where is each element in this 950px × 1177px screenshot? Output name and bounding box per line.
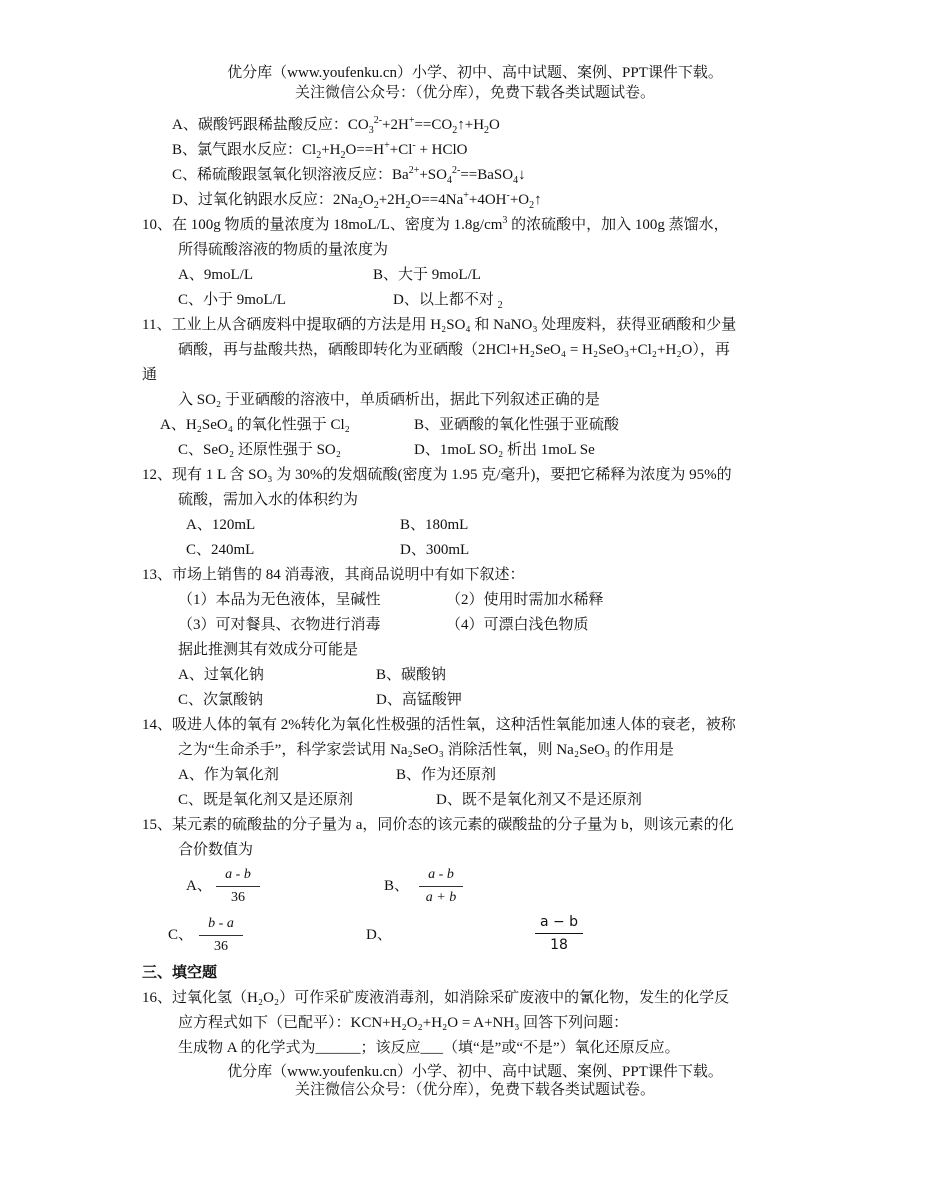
q13-statement-1: （1）本品为无色液体，呈碱性 xyxy=(178,592,381,608)
q13-option-a: A、过氧化钠 xyxy=(178,667,264,683)
q14-stem-line-2: 之为“生命杀手”，科学家尝试用 Na₂SeO₃ 消除活性氧，则 Na₂SeO₃ 的作用是 xyxy=(178,742,674,758)
q12-option-d: D、300mL xyxy=(400,542,470,558)
footer-line-2: 关注微信公众号：（优分库），免费下载各类试题试卷。 xyxy=(294,1082,655,1098)
q12-stem-line-1: 12、现有 1 L 含 SO₃ 为 30%的发烟硫酸(密度为 1.95 克/毫升)，要把它稀释为浓度为 95%的 xyxy=(142,467,732,483)
q15-option-a-numerator: a - b xyxy=(216,866,260,887)
q12-option-b: B、180mL xyxy=(400,517,469,533)
q10-stem-line-1: 10、在 100g 物质的量浓度为 18moL/L、密度为 $1.8g/cm^3$ 的浓硫酸中，加入 100g 蒸馏水， xyxy=(142,215,729,233)
q15-option-a-fraction xyxy=(216,866,260,907)
q16-stem-line-1: 16、过氧化氢（H₂O₂）可作采矿废液消毒剂，如消除采矿废液中的氰化物，发生的化学反 xyxy=(142,990,730,1006)
section-3-title: 三、填空题 xyxy=(142,965,218,981)
q14-stem-line-1: 14、吸进人体的氧有 2%转化为氧化性极强的活性氧，这种活性氧能加速人体的衰老，被称 xyxy=(142,717,736,733)
q15-option-b-label: B、 xyxy=(384,878,410,894)
q11-option-b: B、亚硒酸的氧化性强于亚硫酸 xyxy=(414,417,620,433)
q16-stem-line-3: 生成物 A 的化学式为______；该反应___（填“是”或“不是”）氧化还原反应。 xyxy=(178,1040,680,1056)
q15-option-a-label: A、 xyxy=(186,878,212,894)
q10-option-a: A、9moL/L xyxy=(178,267,253,283)
q15-stem-line-1: 15、某元素的硫酸盐的分子量为 a，同价态的该元素的碳酸盐的分子量为 b，则该元素的化 xyxy=(142,817,734,833)
q15-option-d-label: D、 xyxy=(366,927,392,943)
q9-option-b: B、氯气跟水反应：$Cl_2+H_2O==H^++Cl^-$ + HClO xyxy=(172,140,468,161)
q10-option-d: D、以上都不对 $_2$ xyxy=(393,292,503,311)
q13-option-b: B、碳酸钠 xyxy=(376,667,447,683)
footer-line-1: 优分库（www.youfenku.cn）小学、初中、高中试题、案例、PPT课件下载。 xyxy=(227,1064,723,1080)
q11-stem-line-3: 通 xyxy=(142,367,158,383)
header-line-1: 优分库（www.youfenku.cn）小学、初中、高中试题、案例、PPT课件下载。 xyxy=(227,65,723,81)
q13-statement-2: （2）使用时需加水稀释 xyxy=(446,592,604,608)
q12-stem-line-2: 硫酸，需加入水的体积约为 xyxy=(178,492,359,508)
q9-option-c: C、稀硫酸跟氢氧化钡溶液反应：$Ba^{2+}+SO_4^{2-}==BaSO_4↓$ xyxy=(172,165,526,186)
q15-option-d-fraction xyxy=(535,913,583,954)
q13-stem-line-4: 据此推测其有效成分可能是 xyxy=(178,642,359,658)
q14-option-a: A、作为氧化剂 xyxy=(178,767,279,783)
q9-option-d: D、过氧化钠跟水反应：$2Na_2O_2+2H_2O==4Na^++4OH^-+O_2↑$ xyxy=(172,190,542,211)
q15-option-d-numerator: a − b xyxy=(535,913,583,934)
q13-stem-line-1: 13、市场上销售的 84 消毒液，其商品说明中有如下叙述： xyxy=(142,567,525,583)
q9-option-a: A、碳酸钙跟稀盐酸反应：$CO_3^{2-}+2H^+==CO_2↑+H_2O$ xyxy=(172,115,500,136)
q10-option-b: B、大于 9moL/L xyxy=(373,267,481,283)
q15-option-b-fraction xyxy=(419,866,463,907)
q16-stem-line-2: 应方程式如下（已配平）：KCN+H₂O₂+H₂O = A+NH₃ 回答下列问题： xyxy=(178,1015,629,1031)
q14-option-b: B、作为还原剂 xyxy=(396,767,497,783)
q13-option-c: C、次氯酸钠 xyxy=(178,692,264,708)
q15-option-a-denominator: 36 xyxy=(231,890,245,905)
q12-option-c: C、240mL xyxy=(186,542,255,558)
q15-option-d-denominator: 18 xyxy=(550,937,568,953)
q15-option-c-denominator: 36 xyxy=(214,939,228,954)
q14-option-c: C、既是氧化剂又是还原剂 xyxy=(178,792,354,808)
q15-option-b-denominator: a + b xyxy=(425,890,457,905)
q15-option-c-numerator: b - a xyxy=(199,915,243,936)
q15-option-c-fraction xyxy=(199,915,243,956)
q13-statement-3: （3）可对餐具、衣物进行消毒 xyxy=(178,617,381,633)
q11-stem-line-2: 硒酸，再与盐酸共热，硒酸即转化为亚硒酸（2HCl+H₂SeO₄ = H₂SeO₃+Cl₂+H₂O），再 xyxy=(178,342,730,358)
q14-option-d: D、既不是氧化剂又不是还原剂 xyxy=(436,792,642,808)
q11-stem-line-1: 11、工业上从含硒废料中提取硒的方法是用 H₂SO₄ 和 NaNO₃ 处理废料，获得亚硒酸和少量 xyxy=(142,317,737,333)
q10-option-c: C、小于 9moL/L xyxy=(178,292,286,308)
q13-option-d: D、高锰酸钾 xyxy=(376,692,462,708)
q11-option-a: A、H₂SeO₄ 的氧化性强于 Cl₂ xyxy=(160,417,350,433)
q11-option-c: C、SeO₂ 还原性强于 SO₂ xyxy=(178,442,341,458)
q12-option-a: A、120mL xyxy=(186,517,256,533)
q11-option-d: D、1moL SO₂ 析出 1moL Se xyxy=(414,442,595,458)
header-line-2: 关注微信公众号：（优分库），免费下载各类试题试卷。 xyxy=(294,85,655,101)
q13-statement-4: （4）可漂白浅色物质 xyxy=(446,617,589,633)
q10-stem-line-2: 所得硫酸溶液的物质的量浓度为 xyxy=(178,242,389,258)
q11-stem-line-4: 入 SO₂ 于亚硒酸的溶液中，单质硒析出，据此下列叙述正确的是 xyxy=(178,392,600,408)
q15-option-b-numerator: a - b xyxy=(419,866,463,887)
q15-stem-line-2: 合价数值为 xyxy=(178,842,254,858)
q15-option-c-label: C、 xyxy=(168,927,194,943)
